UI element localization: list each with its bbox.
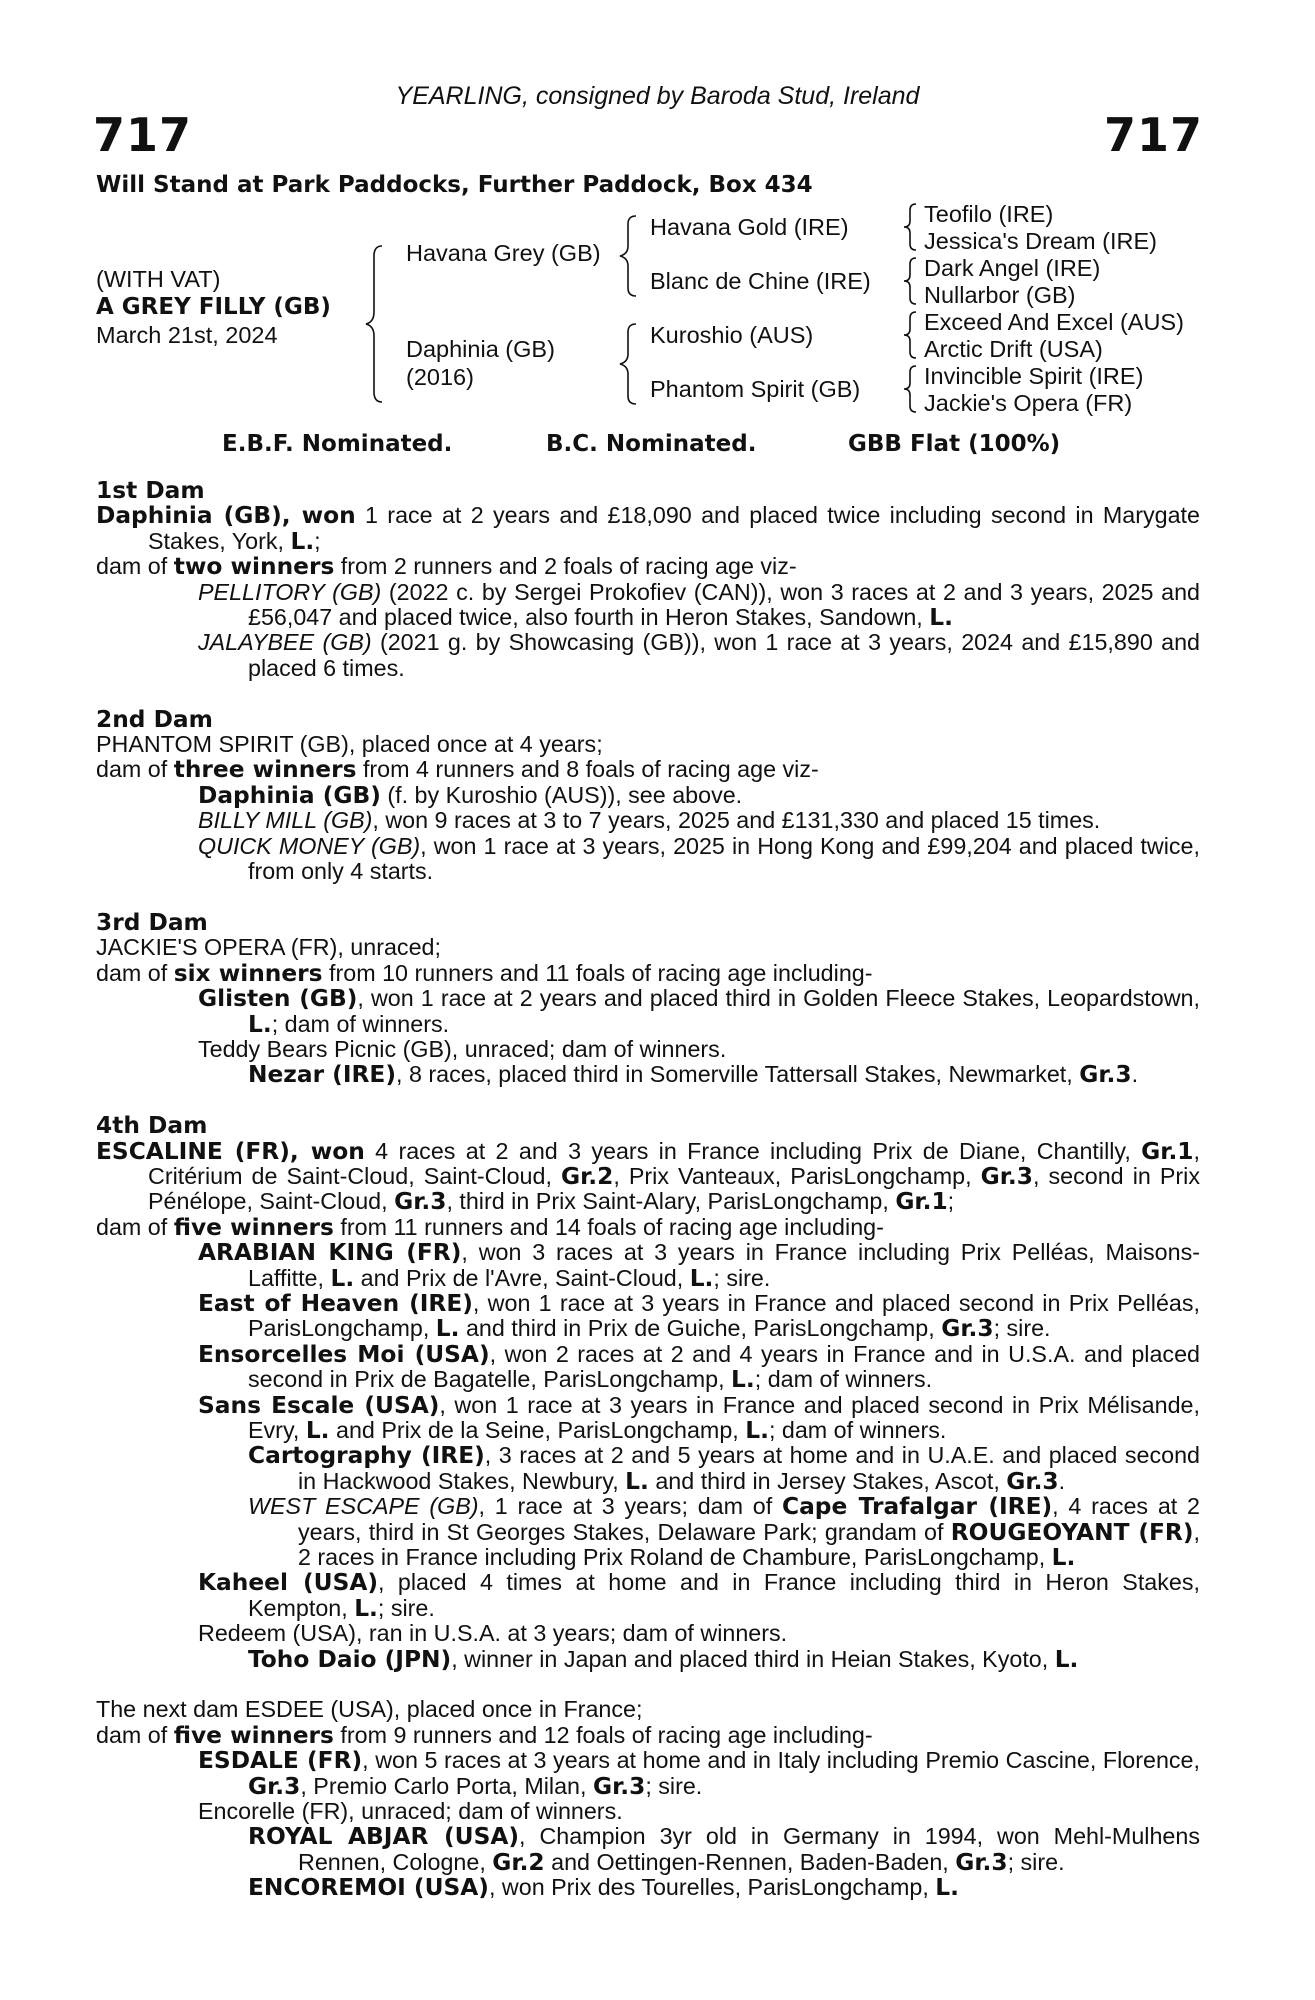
bc-nomination: B.C. Nominated.	[546, 431, 757, 457]
next-dam-summary: The next dam ESDEE (USA), placed once in France;	[96, 1696, 643, 1723]
dam-name: Daphinia (GB)	[406, 336, 555, 362]
second-dam-heading: 2nd Dam	[96, 705, 213, 733]
ancestor-1: Teofilo (IRE)	[924, 201, 1054, 227]
produce-entry: Ensorcelles Moi (USA), won 2 races at 2 and 4 years in France and in U.S.A. and placed second in Prix de Bagatelle, ParisLongchamp, L.; dam of winners.	[198, 1340, 1200, 1394]
first-dam-produce-line: dam of two winners from 2 runners and 2 foals of racing age viz-	[96, 553, 797, 581]
produce-entry: JALAYBEE (GB) (2021 g. by Showcasing (GB)), won 1 race at 3 years, 2024 and £15,890 and placed 6 times.	[198, 629, 1200, 681]
dam-sire: Kuroshio (AUS)	[650, 322, 814, 348]
dam-year: (2016)	[406, 364, 474, 390]
third-dam-produce-line: dam of six winners from 10 runners and 11 foals of racing age including-	[96, 959, 873, 987]
produce-entry: Daphinia (GB) (f. by Kuroshio (AUS)), see above.	[198, 781, 743, 809]
gbb-status: GBB Flat (100%)	[848, 431, 1061, 457]
ancestor-6: Arctic Drift (USA)	[924, 336, 1103, 362]
produce-record	[96, 478, 1200, 1901]
produce-entry: Cartography (IRE), 3 races at 2 and 5 years at home and in U.A.E. and placed second in Hackwood Stakes, Newbury, L. and third in Jersey Stakes, Ascot, Gr.3.	[248, 1442, 1200, 1495]
brace-g2	[896, 255, 922, 307]
vat-label: (WITH VAT)	[96, 266, 221, 292]
produce-entry: Toho Daio (JPN), winner in Japan and placed third in Heian Stakes, Kyoto, L.	[248, 1645, 1079, 1673]
ebf-nomination: E.B.F. Nominated.	[222, 431, 453, 457]
produce-entry: BILLY MILL (GB), won 9 races at 3 to 7 years, 2025 and £131,330 and placed 15 times.	[198, 807, 1101, 834]
produce-entry: ARABIAN KING (FR), won 3 races at 3 years in France including Prix Pelléas, Maisons-Laffitte, L. and Prix de l'Avre, Saint-Cloud, L.; sire.	[198, 1239, 1200, 1292]
stand-location: Will Stand at Park Paddocks, Further Paddock, Box 434	[96, 172, 813, 198]
brace-g3	[896, 309, 922, 361]
produce-entry: Teddy Bears Picnic (GB), unraced; dam of winners.	[198, 1035, 727, 1062]
lot-number-left: 717	[93, 108, 193, 162]
third-dam-heading: 3rd Dam	[96, 908, 208, 936]
produce-entry: ENCOREMOI (USA), won Prix des Tourelles, ParisLongchamp, L.	[248, 1874, 959, 1902]
produce-entry: East of Heaven (IRE), won 1 race at 3 years in France and placed second in Prix Pelléas, ParisLongchamp, L. and third in Prix de Guiche, ParisLongchamp, Gr.3; sire.	[198, 1289, 1200, 1343]
ancestor-8: Jackie's Opera (FR)	[924, 390, 1133, 416]
foaling-date: March 21st, 2024	[96, 322, 278, 348]
fourth-dam-heading: 4th Dam	[96, 1112, 208, 1140]
ancestor-5: Exceed And Excel (AUS)	[924, 309, 1184, 335]
ancestor-2: Jessica's Dream (IRE)	[924, 228, 1157, 254]
produce-entry: QUICK MONEY (GB), won 1 race at 3 years, 2025 in Hong Kong and £99,204 and placed twice, from only 4 starts.	[198, 832, 1200, 885]
first-dam-summary: Daphinia (GB), won 1 race at 2 years and £18,090 and placed twice including second in Marygate Stakes, York, L.;	[96, 502, 1200, 555]
ancestor-7: Invincible Spirit (IRE)	[924, 363, 1144, 389]
brace-dam	[614, 322, 644, 406]
sire-sire: Havana Gold (IRE)	[650, 214, 849, 240]
produce-entry: Encorelle (FR), unraced; dam of winners.	[198, 1798, 623, 1825]
brace-sire	[614, 214, 644, 298]
third-dam-summary: JACKIE'S OPERA (FR), unraced;	[96, 934, 441, 961]
consignment-line: YEARLING, consigned by Baroda Stud, Ireland	[395, 82, 920, 110]
produce-entry: ROYAL ABJAR (USA), Champion 3yr old in Germany in 1994, won Mehl-Mulhens Rennen, Cologne, Gr.2 and Oettingen-Rennen, Baden-Baden, Gr.3; sire.	[248, 1823, 1200, 1876]
fourth-dam-summary: ESCALINE (FR), won 4 races at 2 and 3 years in France including Prix de Diane, Chantilly, Gr.1, Critérium de Saint-Cloud, Saint-Cloud, Gr.2, Prix Vanteaux, ParisLongchamp, Gr.3, second in Prix Pénélope, Saint-Cloud, Gr.3, third in Prix Saint-Alary, ParisLongchamp, Gr.1;	[96, 1137, 1200, 1216]
produce-entry: WEST ESCAPE (GB), 1 race at 3 years; dam of Cape Trafalgar (IRE), 4 races at 2 years, third in St Georges Stakes, Delaware Park; grandam of ROUGEOYANT (FR), 2 races in France including Prix Roland de Chambure, ParisLongchamp, L.	[248, 1493, 1200, 1572]
lot-number-right: 717	[1103, 108, 1203, 162]
sire-dam: Blanc de Chine (IRE)	[650, 268, 871, 294]
brace-subject	[360, 244, 390, 404]
produce-entry: Sans Escale (USA), won 1 race at 3 years in France and placed second in Prix Mélisande, Evry, L. and Prix de la Seine, ParisLongchamp, L.; dam of winners.	[198, 1391, 1200, 1444]
produce-entry: PELLITORY (GB) (2022 c. by Sergei Prokofiev (CAN)), won 3 races at 2 and 3 years, 2025 and £56,047 and placed twice, also fourth in Heron Stakes, Sandown, L.	[198, 578, 1200, 632]
produce-entry: Nezar (IRE), 8 races, placed third in Somerville Tattersall Stakes, Newmarket, Gr.3.	[248, 1061, 1139, 1089]
produce-entry: ESDALE (FR), won 5 races at 3 years at home and in Italy including Premio Cascine, Florence, Gr.3, Premio Carlo Porta, Milan, Gr.3; sire.	[198, 1747, 1200, 1800]
second-dam-produce-line: dam of three winners from 4 runners and 8 foals of racing age viz-	[96, 756, 819, 784]
sire-name: Havana Grey (GB)	[406, 240, 601, 266]
ancestor-4: Nullarbor (GB)	[924, 282, 1076, 308]
produce-entry: Kaheel (USA), placed 4 times at home and in France including third in Heron Stakes, Kempton, L.; sire.	[198, 1569, 1200, 1622]
brace-g4	[896, 363, 922, 415]
dam-dam: Phantom Spirit (GB)	[650, 376, 861, 402]
brace-g1	[896, 201, 922, 253]
subject-name: A GREY FILLY (GB)	[96, 294, 331, 320]
next-dam-produce-line: dam of five winners from 9 runners and 12 foals of racing age including-	[96, 1721, 873, 1749]
first-dam-heading: 1st Dam	[96, 477, 205, 504]
ancestor-3: Dark Angel (IRE)	[924, 255, 1101, 281]
produce-entry: Redeem (USA), ran in U.S.A. at 3 years; dam of winners.	[198, 1620, 788, 1647]
produce-entry: Glisten (GB), won 1 race at 2 years and placed third in Golden Fleece Stakes, Leopardstown, L.; dam of winners.	[198, 985, 1200, 1038]
fourth-dam-produce-line: dam of five winners from 11 runners and 14 foals of racing age including-	[96, 1213, 884, 1241]
second-dam-summary: PHANTOM SPIRIT (GB), placed once at 4 years;	[96, 731, 603, 758]
